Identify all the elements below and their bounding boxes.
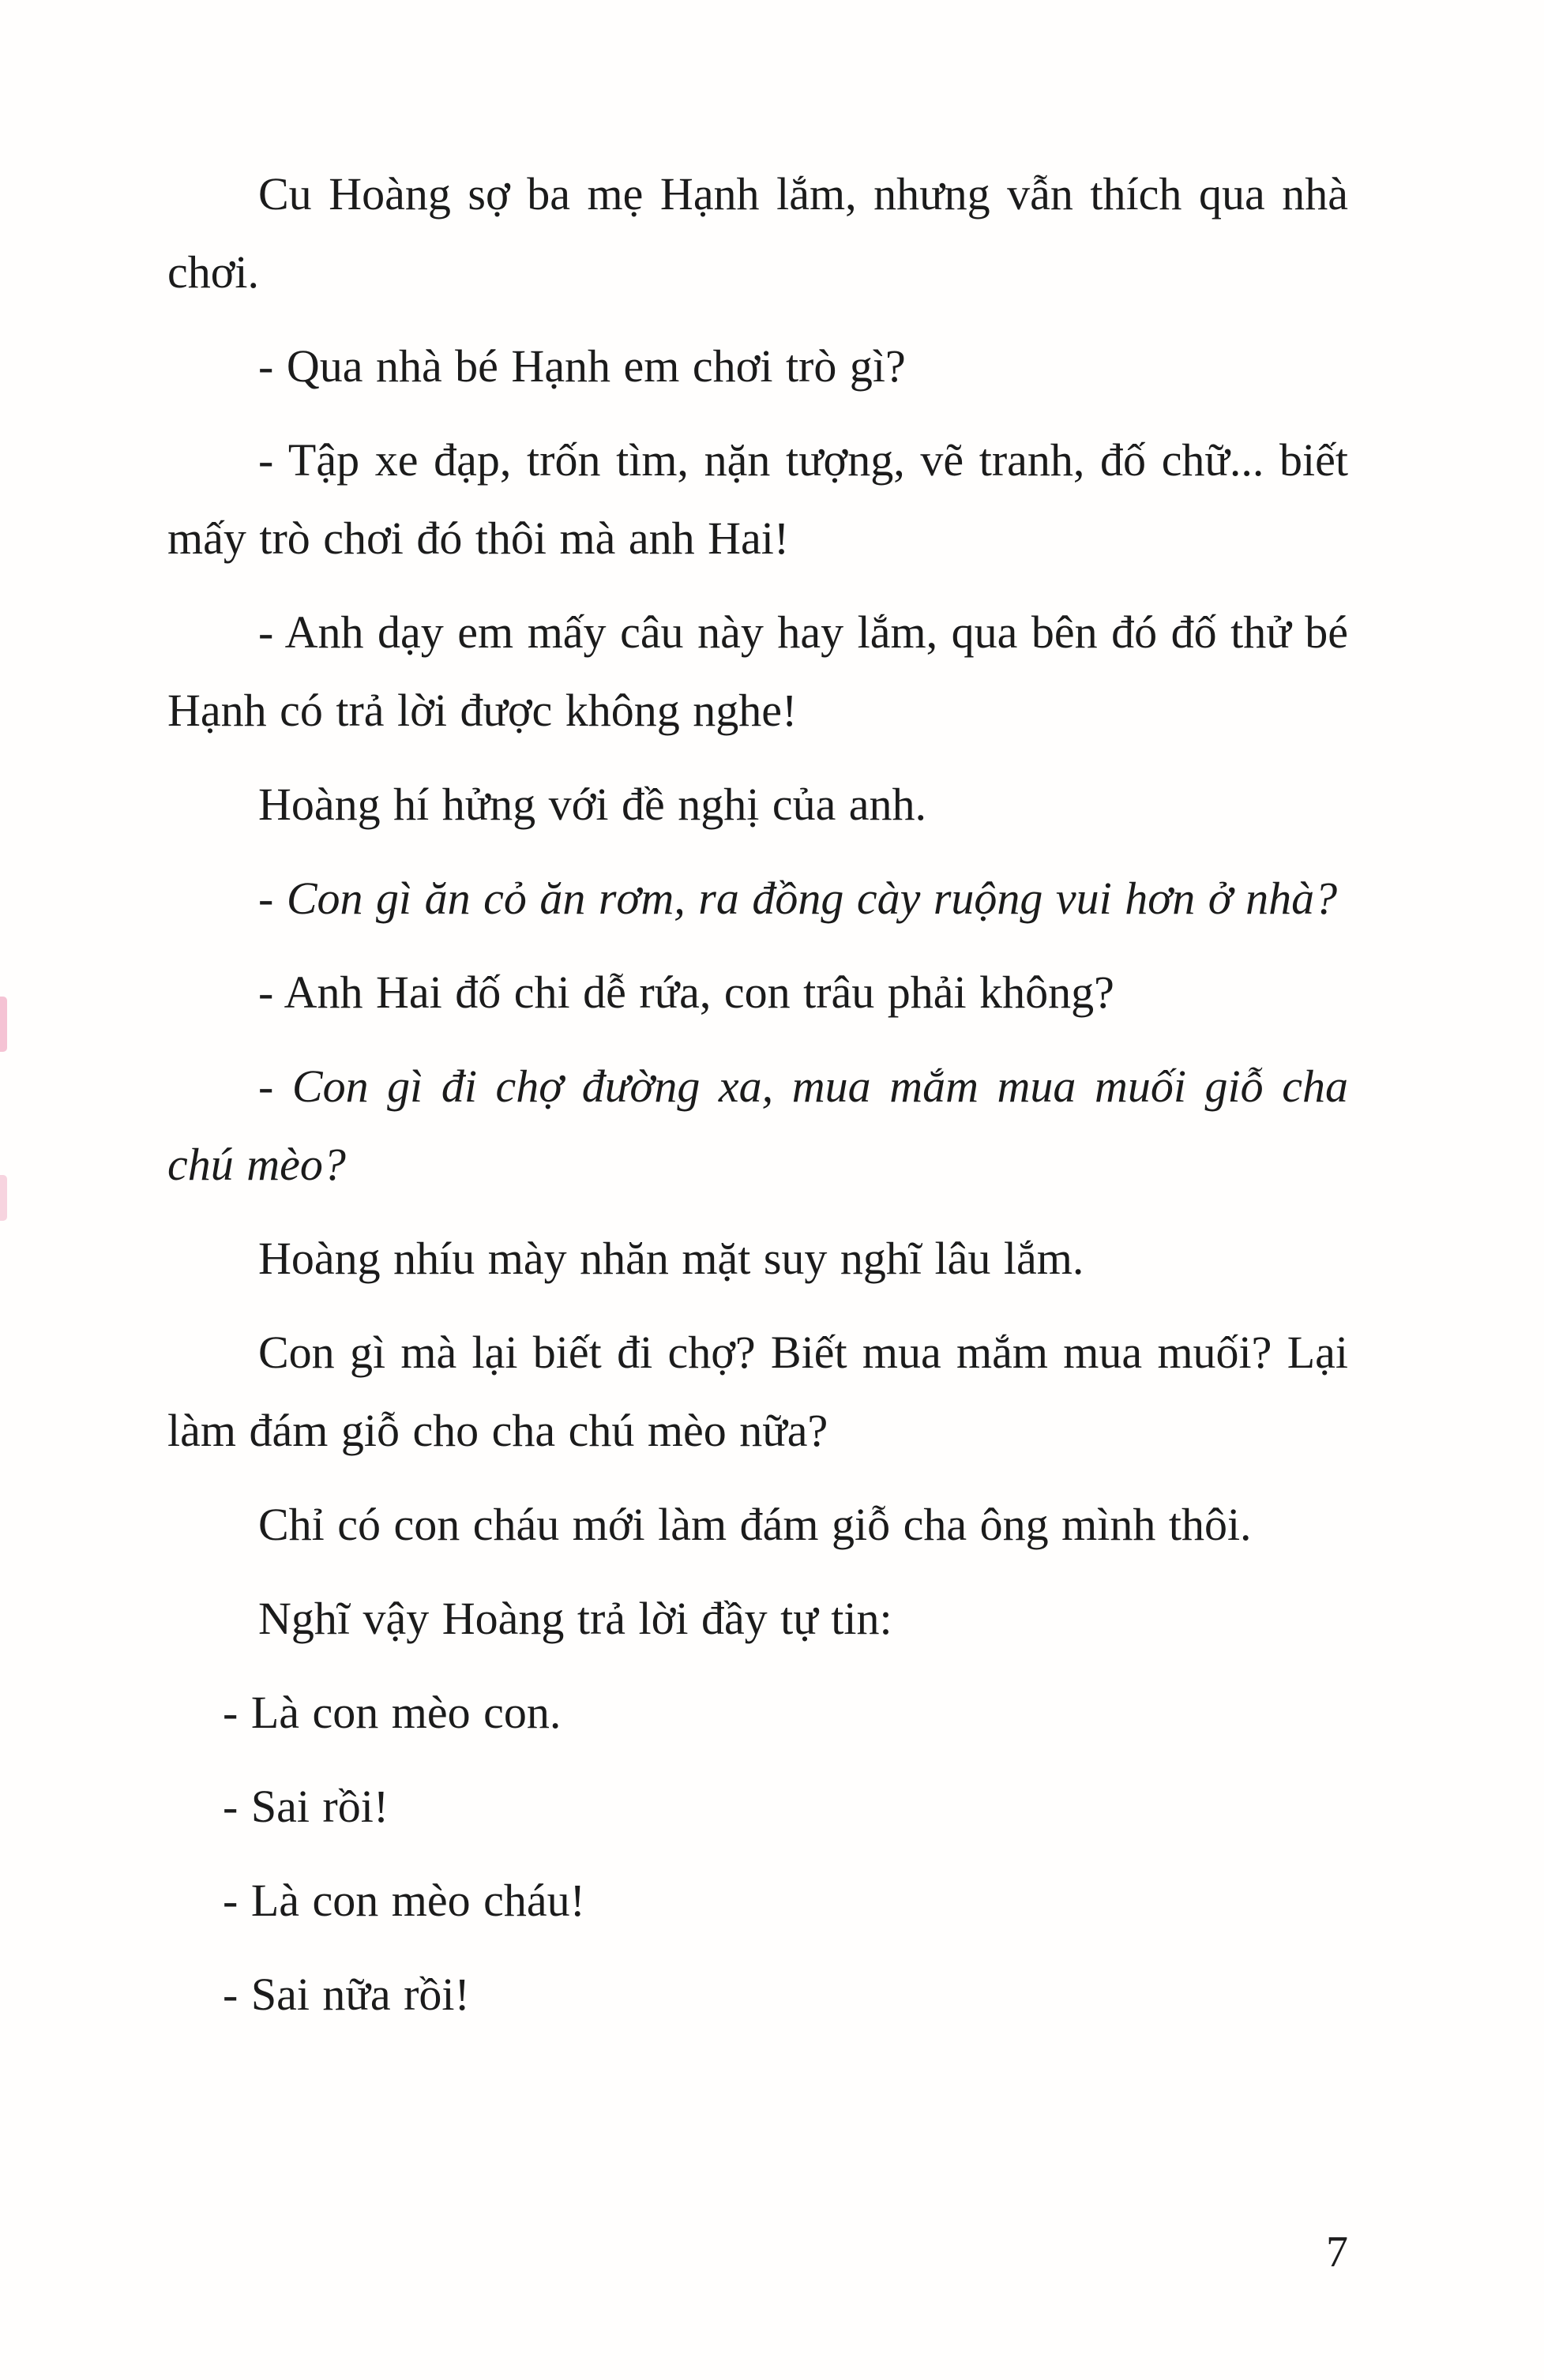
paragraph-dialogue: - Anh dạy em mấy câu này hay lắm, qua bên đó đố thử bé Hạnh có trả lời được không nghe! bbox=[167, 606, 1348, 736]
paragraph-dialogue: - Anh Hai đố chi dễ rứa, con trâu phải không? bbox=[258, 967, 1114, 1018]
paragraph-dialogue: - Tập xe đạp, trốn tìm, nặn tượng, vẽ tranh, đố chữ... biết mấy trò chơi đó thôi mà anh Hai! bbox=[167, 434, 1348, 564]
paragraph-riddle: - Con gì ăn cỏ ăn rơm, ra đồng cày ruộng vui hơn ở nhà? bbox=[258, 873, 1338, 924]
scan-artifact bbox=[0, 1175, 7, 1221]
paragraph: Chỉ có con cháu mới làm đám giỗ cha ông mình thôi. bbox=[258, 1499, 1252, 1550]
paragraph-dialogue: - Qua nhà bé Hạnh em chơi trò gì? bbox=[258, 340, 906, 392]
paragraph-dialogue: - Là con mèo cháu! bbox=[223, 1875, 585, 1926]
page-number: 7 bbox=[1326, 2228, 1348, 2277]
paragraph-dialogue: - Là con mèo con. bbox=[223, 1687, 562, 1738]
paragraph-dialogue: - Sai rồi! bbox=[223, 1781, 389, 1832]
paragraph-riddle: - Con gì đi chợ đường xa, mua mắm mua muối giỗ cha chú mèo? bbox=[167, 1060, 1348, 1190]
paragraph: Hoàng hí hửng với đề nghị của anh. bbox=[258, 779, 927, 830]
scan-artifact bbox=[0, 997, 7, 1052]
text-block bbox=[167, 155, 1348, 2049]
paragraph-dialogue: - Sai nữa rồi! bbox=[223, 1969, 470, 2020]
paragraph: Hoàng nhíu mày nhăn mặt suy nghĩ lâu lắm. bbox=[258, 1233, 1084, 1284]
paragraph: Cu Hoàng sợ ba mẹ Hạnh lắm, nhưng vẫn thích qua nhà chơi. bbox=[167, 168, 1348, 298]
paragraph: Nghĩ vậy Hoàng trả lời đầy tự tin: bbox=[258, 1593, 892, 1644]
paragraph: Con gì mà lại biết đi chợ? Biết mua mắm mua muối? Lại làm đám giỗ cho cha chú mèo nữa? bbox=[167, 1327, 1348, 1456]
